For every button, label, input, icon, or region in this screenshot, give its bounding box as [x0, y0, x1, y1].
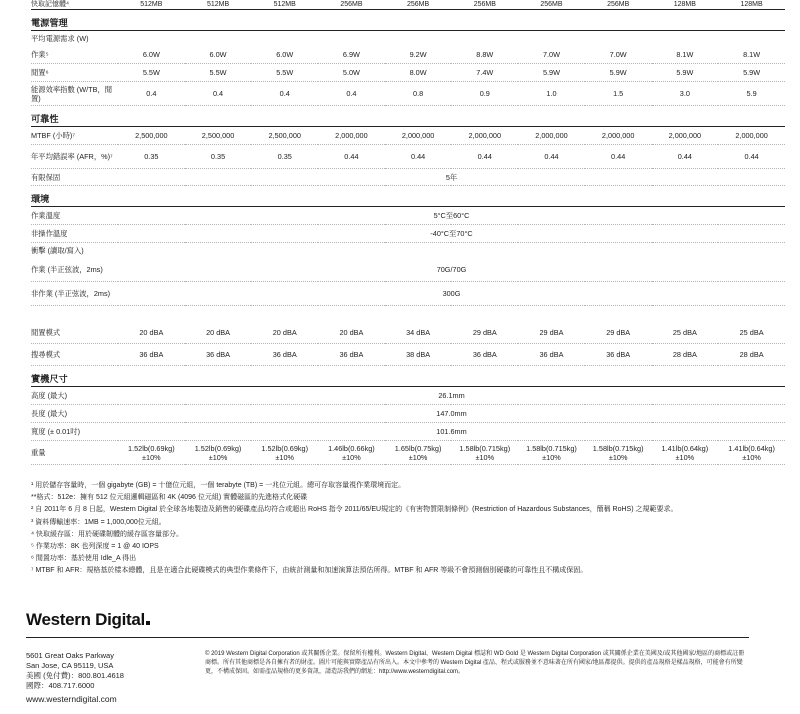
value-cell: 1.58lb(0.715kg) ±10%: [585, 441, 652, 465]
afr-row: [31, 145, 785, 169]
value-cell: 25 dBA: [652, 322, 719, 344]
value-cell: 6.0W: [185, 46, 252, 64]
length-row: [31, 405, 785, 423]
value-cell: 0.44: [518, 145, 585, 169]
value-cell: 0.44: [451, 145, 518, 169]
value-cell: 0.35: [251, 145, 318, 169]
value-cell: 8.1W: [652, 46, 719, 64]
footnotes: [31, 480, 785, 578]
website-link[interactable]: www.westerndigital.com: [26, 694, 117, 704]
section-title: 環境: [31, 186, 785, 207]
value-cell: 1.52lb(0.69kg) ±10%: [118, 441, 185, 465]
value-cell: 5.5W: [251, 64, 318, 82]
footnote: ⁴ 快取緩存區：用於硬碟韌體的緩存區容量部分。: [31, 530, 183, 538]
value-cell: 5.5W: [118, 64, 185, 82]
power-idle-row: [31, 64, 785, 82]
value-cell: 36 dBA: [251, 344, 318, 366]
row-label: 重量: [31, 441, 118, 465]
value-cell: 1.58lb(0.715kg) ±10%: [451, 441, 518, 465]
value-cell: 26.1mm: [118, 387, 785, 405]
value-cell: 2,500,000: [118, 127, 185, 145]
value-cell: 256MB: [585, 0, 652, 10]
section-dimensions: [31, 366, 785, 387]
value-cell: 1.46lb(0.66kg) ±10%: [318, 441, 385, 465]
section-title: 電源管理: [31, 10, 785, 31]
power-efficiency-row: [31, 82, 785, 106]
value-cell: 0.8: [385, 82, 452, 106]
value-cell: 20 dBA: [318, 322, 385, 344]
value-cell: 3.0: [652, 82, 719, 106]
value-cell: 0.4: [318, 82, 385, 106]
warranty-row: [31, 169, 785, 186]
value-cell: 2,000,000: [518, 127, 585, 145]
row-label: 閒置模式: [31, 322, 118, 344]
value-cell: 2,000,000: [652, 127, 719, 145]
value-cell: 0.4: [251, 82, 318, 106]
value-cell: 101.6mm: [118, 423, 785, 441]
value-cell: 29 dBA: [585, 322, 652, 344]
address-line: 國際：408.717.6000: [26, 681, 95, 690]
address-line: 美國 (免付費)：800.801.4618: [26, 671, 124, 680]
value-cell: 2,000,000: [385, 127, 452, 145]
value-cell: 36 dBA: [585, 344, 652, 366]
value-cell: 28 dBA: [718, 344, 785, 366]
section-title: 可靠性: [31, 106, 785, 127]
value-cell: 300G: [118, 282, 785, 306]
value-cell: 0.44: [652, 145, 719, 169]
value-cell: 256MB: [451, 0, 518, 10]
value-cell: 36 dBA: [118, 344, 185, 366]
address-line: 5601 Great Oaks Parkway: [26, 651, 114, 660]
value-cell: 2,500,000: [185, 127, 252, 145]
subheading: 平均電源需求 (W): [31, 34, 89, 43]
value-cell: 25 dBA: [718, 322, 785, 344]
value-cell: 1.41lb(0.64kg) ±10%: [652, 441, 719, 465]
footnote: ³ 資料傳輸速率：1MB = 1,000,000位元組。: [31, 518, 166, 526]
value-cell: 0.44: [718, 145, 785, 169]
value-cell: 6.0W: [118, 46, 185, 64]
value-cell: 5.5W: [185, 64, 252, 82]
company-address: [26, 651, 124, 691]
value-cell: 1.52lb(0.69kg) ±10%: [185, 441, 252, 465]
height-row: [31, 387, 785, 405]
value-cell: 0.9: [451, 82, 518, 106]
row-label: 搜尋模式: [31, 344, 118, 366]
spec-table: [31, 0, 785, 465]
operating-temp-row: [31, 207, 785, 225]
value-cell: 1.0: [518, 82, 585, 106]
section-reliability: [31, 106, 785, 127]
value-cell: 5°C至60°C: [118, 207, 785, 225]
value-cell: 2,500,000: [251, 127, 318, 145]
subheading: 衝擊 (讀取/寫入): [31, 246, 84, 255]
shock-nonop-row: [31, 282, 785, 306]
row-label: 閒置⁶: [31, 64, 118, 82]
section-environment: [31, 186, 785, 207]
value-cell: 2,000,000: [318, 127, 385, 145]
value-cell: 1.52lb(0.69kg) ±10%: [251, 441, 318, 465]
footnote: **格式：512e：擁有 512 位元組邏輯磁區和 4K (4096 位元組) 實體磁區的先進格式化硬碟: [31, 494, 308, 502]
value-cell: 38 dBA: [385, 344, 452, 366]
value-cell: 7.0W: [585, 46, 652, 64]
value-cell: 256MB: [518, 0, 585, 10]
row-label: 能源效率指數 (W/TB，閒置): [31, 82, 118, 106]
value-cell: 0.4: [185, 82, 252, 106]
value-cell: 20 dBA: [251, 322, 318, 344]
value-cell: 128MB: [652, 0, 719, 10]
cache-row: [31, 0, 785, 10]
spacer: [31, 306, 785, 323]
western-digital-logo: Western Digital: [26, 610, 150, 630]
value-cell: 5.9W: [652, 64, 719, 82]
address-line: San Jose, CA 95119, USA: [26, 661, 114, 670]
row-label: 有限保固: [31, 169, 118, 186]
row-label: 年平均錯誤率 (AFR，%)⁷: [31, 145, 118, 169]
value-cell: 8.8W: [451, 46, 518, 64]
value-cell: 0.44: [385, 145, 452, 169]
value-cell: 70G/70G: [118, 258, 785, 282]
value-cell: 5.9: [718, 82, 785, 106]
value-cell: 36 dBA: [518, 344, 585, 366]
value-cell: 8.1W: [718, 46, 785, 64]
mtbf-row: [31, 127, 785, 145]
seek-mode-row: [31, 344, 785, 366]
value-cell: 2,000,000: [718, 127, 785, 145]
footer-divider: [26, 637, 749, 638]
value-cell: 34 dBA: [385, 322, 452, 344]
row-label: 非作業 (半正弦波，2ms): [31, 282, 118, 306]
footnote: ⁵ 作業功率：8K 也列深度 = 1 @ 40 IOPS: [31, 543, 159, 551]
value-cell: 256MB: [385, 0, 452, 10]
value-cell: 5.0W: [318, 64, 385, 82]
value-cell: 2,000,000: [451, 127, 518, 145]
value-cell: 5.9W: [518, 64, 585, 82]
value-cell: 36 dBA: [318, 344, 385, 366]
value-cell: 512MB: [185, 0, 252, 10]
value-cell: 256MB: [318, 0, 385, 10]
value-cell: 7.4W: [451, 64, 518, 82]
value-cell: 0.44: [585, 145, 652, 169]
value-cell: 512MB: [251, 0, 318, 10]
legal-notice: © 2019 Western Digital Corporation 或其關係企業。保留所有權利。Western Digital、Western Digital 標誌和 WD Gold 是 Western Digital Corporation 或其關係企業在美國及/或其他國家/地區的商標或註冊商標。所有其他商標是各自擁有者的財產。圖片可能與實際產品有所出入。本文中參考的 Western Digital 產品、程式或服務並不意味著在所有國家/地區都提供。提供的產品規格是樣品規格，可能會有所變更，不構成保固。如需產品規格的更多資訊，請造訪我們的網址：http://www.westerndigital.com。: [205, 651, 745, 675]
value-cell: 28 dBA: [652, 344, 719, 366]
value-cell: 5.9W: [585, 64, 652, 82]
value-cell: 0.35: [185, 145, 252, 169]
value-cell: 147.0mm: [118, 405, 785, 423]
spacer-row: [31, 306, 785, 323]
idle-mode-row: [31, 322, 785, 344]
value-cell: 5.9W: [718, 64, 785, 82]
value-cell: 29 dBA: [518, 322, 585, 344]
value-cell: 20 dBA: [185, 322, 252, 344]
section-power: [31, 10, 785, 31]
row-label: 作業⁵: [31, 46, 118, 64]
value-cell: 128MB: [718, 0, 785, 10]
width-row: [31, 423, 785, 441]
value-cell: 0.35: [118, 145, 185, 169]
value-cell: 8.0W: [385, 64, 452, 82]
value-cell: 1.65lb(0.75kg) ±10%: [385, 441, 452, 465]
value-cell: 1.5: [585, 82, 652, 106]
footnote: ⁶ 閒置功率：基於使用 Idle_A 得出: [31, 555, 137, 563]
value-cell: -40°C至70°C: [118, 225, 785, 243]
value-cell: 5年: [118, 169, 785, 186]
value-cell: 1.58lb(0.715kg) ±10%: [518, 441, 585, 465]
shock-title: [31, 243, 785, 259]
value-cell: 29 dBA: [451, 322, 518, 344]
value-cell: 6.0W: [251, 46, 318, 64]
weight-row: [31, 441, 785, 465]
value-cell: 512MB: [118, 0, 185, 10]
value-cell: 6.9W: [318, 46, 385, 64]
row-label: 作業 (半正弦波，2ms): [31, 258, 118, 282]
power-operating-row: [31, 46, 785, 64]
row-label: 非操作溫度: [31, 225, 118, 243]
value-cell: 0.4: [118, 82, 185, 106]
value-cell: 36 dBA: [451, 344, 518, 366]
power-subtitle: [31, 31, 785, 47]
row-label: 高度 (最大): [31, 387, 118, 405]
footnote: ² 自 2011年 6 月 8 日起，Western Digital 於全球各地製造及銷售的硬碟產品均符合或超出 RoHS 指令 2011/65/EU規定的《有害物質限制條例》(Restriction of Hazardous Substances，簡稱 RoHS) 之規範要求。: [31, 506, 678, 514]
value-cell: 0.44: [318, 145, 385, 169]
nonop-temp-row: [31, 225, 785, 243]
value-cell: 20 dBA: [118, 322, 185, 344]
value-cell: 36 dBA: [185, 344, 252, 366]
value-cell: 7.0W: [518, 46, 585, 64]
row-label: 快取記憶體⁴: [31, 0, 118, 10]
row-label: 作業溫度: [31, 207, 118, 225]
section-title: 實機尺寸: [31, 366, 785, 387]
footnote: ¹ 用於儲存容量時，一個 gigabyte (GB) = 十億位元組，一個 terabyte (TB) = 一兆位元組。總可存取容量視作業環境而定。: [31, 482, 406, 489]
row-label: 長度 (最大): [31, 405, 118, 423]
footnote: ⁷ MTBF 和 AFR：規格基於樣本總體，且是在適合此硬碟模式的典型作業條件下，由統計測量和加速演算法預估所得。MTBF 和 AFR 等級不會預測個別硬碟的可靠性且不構成保固。: [31, 567, 588, 575]
row-label: MTBF (小時)⁷: [31, 127, 118, 145]
value-cell: 9.2W: [385, 46, 452, 64]
shock-operating-row: [31, 258, 785, 282]
value-cell: 1.41lb(0.64kg) ±10%: [718, 441, 785, 465]
value-cell: 2,000,000: [585, 127, 652, 145]
row-label: 寬度 (± 0.01吋): [31, 423, 118, 441]
